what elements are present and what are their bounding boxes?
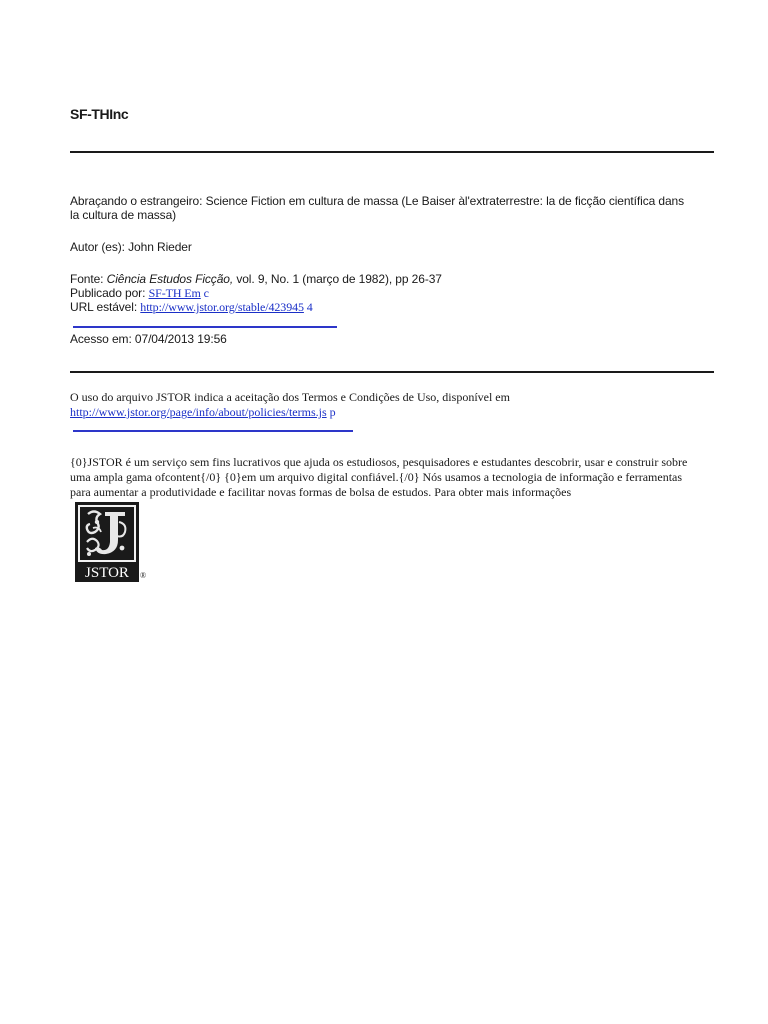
terms-notice: [70, 390, 710, 420]
terms-link-trail: p: [326, 405, 336, 419]
published-by-label: Publicado por:: [70, 286, 149, 300]
stable-url-link[interactable]: http://www.jstor.org/stable/423945: [140, 300, 304, 314]
journal-name: Ciência Estudos Ficção,: [106, 272, 234, 286]
stable-url-label: URL estável:: [70, 300, 141, 314]
article-title: Abraçando o estrangeiro: Science Fiction em cultura de massa (Le Baiser àl'extraterrestre: la de ficção científica dans la cultura de massa): [70, 194, 685, 222]
publisher-link[interactable]: SF-TH Em: [148, 286, 201, 300]
jstor-logo-icon: [75, 502, 139, 582]
registered-mark: ®: [140, 571, 147, 580]
jstor-wordmark: JSTOR: [85, 565, 129, 581]
publisher-line: [70, 286, 710, 300]
terms-text: O uso do arquivo JSTOR indica a aceitação dos Termos e Condições de Uso, disponível em: [70, 390, 510, 404]
citation-details: [70, 272, 710, 314]
terms-link[interactable]: http://www.jstor.org/page/info/about/policies/terms.js: [70, 405, 327, 419]
stable-url-trail: 4: [303, 300, 313, 314]
stable-url-line: [70, 300, 710, 314]
terms-link-line: [70, 405, 710, 420]
source-label: Fonte:: [70, 272, 107, 286]
source-details: vol. 9, No. 1 (março de 1982), pp 26-37: [233, 272, 442, 286]
source-line: [70, 272, 710, 286]
publisher-link-trail: c: [200, 286, 209, 300]
middle-divider: [70, 371, 714, 373]
access-date: Acesso em: 07/04/2013 19:56: [70, 332, 227, 346]
jstor-description: {0}JSTOR é um serviço sem fins lucrativos que ajuda os estudiosos, pesquisadores e estudantes descobrir, usar e construir sobre uma ampla gama ofcontent{/0} {0}em um arquivo digital confiável.{/0} Nós usamos a tecnologia de informação e ferramentas para aumentar a produtividade e facilitar novas formas de bolsa de estudos. Para obter mais informações: [70, 455, 688, 499]
author-line: Autor (es): John Rieder: [70, 240, 192, 254]
publisher-name: SF-THInc: [70, 106, 129, 122]
top-divider: [70, 151, 714, 153]
terms-link-underline: [73, 430, 353, 432]
stable-url-underline: [73, 326, 337, 328]
